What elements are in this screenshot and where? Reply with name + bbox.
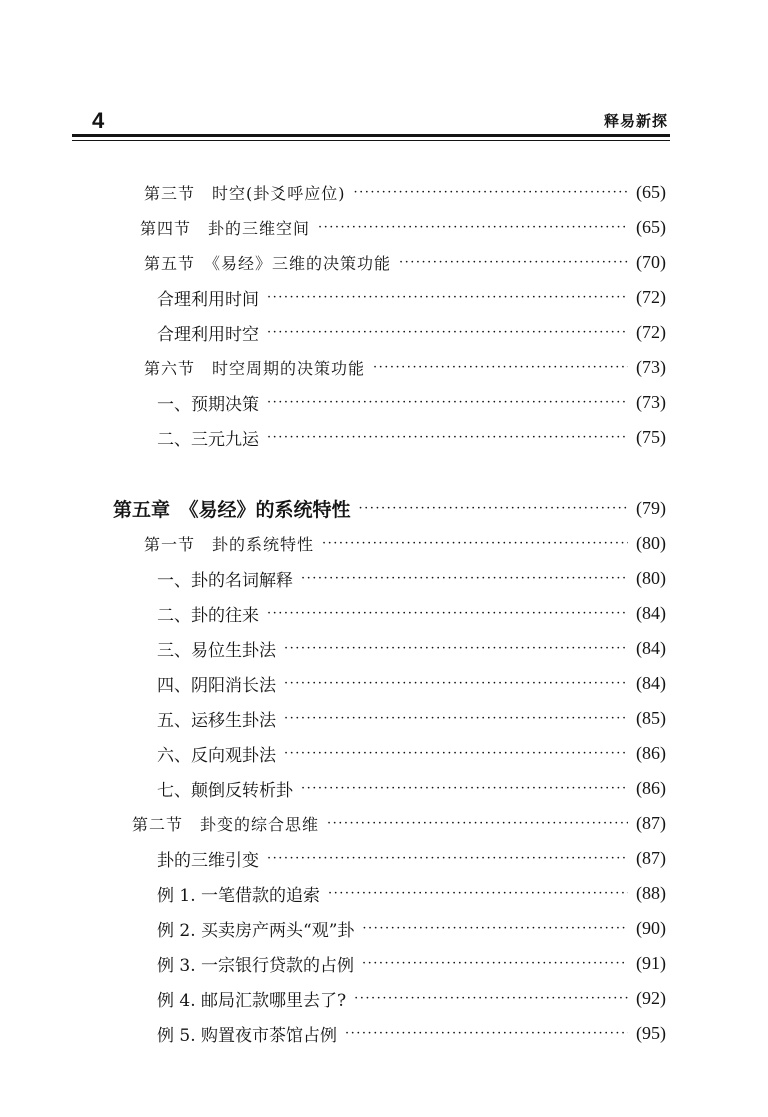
- leader-dots: [267, 430, 628, 445]
- toc-entry-label: 例 3. 一宗银行贷款的占例: [157, 955, 355, 976]
- toc-entry-label: 四、阴阳消长法: [157, 675, 276, 696]
- toc-entry-page: (84): [636, 672, 666, 693]
- toc-entry-label: 例 4. 邮局汇款哪里去了?: [157, 990, 347, 1011]
- leader-dots: [267, 851, 628, 866]
- leader-dots: [267, 606, 628, 621]
- leader-dots: [399, 255, 628, 270]
- toc-entry-label: 第五章 《易经》的系统特性: [113, 498, 351, 521]
- toc-entry-page: (84): [636, 637, 666, 658]
- toc-entry-label: 第五节 《易经》三维的决策功能: [144, 253, 392, 273]
- leader-dots: [318, 220, 628, 235]
- page-number: 4: [92, 108, 105, 133]
- toc-entry-label: 三、易位生卦法: [157, 640, 276, 661]
- toc-entry[interactable]: [144, 177, 666, 207]
- toc-entry-label: 例 1. 一笔借款的追索: [157, 885, 321, 906]
- toc-entry-page: (85): [636, 707, 666, 728]
- toc-entry-label: 合理利用时间: [157, 289, 259, 310]
- toc-entry-page: (90): [636, 917, 666, 938]
- toc-entry-label: 第一节 卦的系统特性: [144, 534, 315, 554]
- toc-entry[interactable]: [157, 878, 666, 908]
- leader-dots: [267, 395, 628, 410]
- toc-entry[interactable]: [157, 282, 666, 312]
- toc-entry-page: (91): [636, 952, 666, 973]
- toc-entry-label: 合理利用时空: [157, 324, 259, 345]
- leader-dots: [327, 816, 628, 831]
- toc-entry-label: 二、三元九运: [157, 429, 259, 450]
- leader-dots: [373, 360, 628, 375]
- toc-entry[interactable]: [144, 528, 666, 558]
- toc-entry-label: 例 2. 买卖房产两头“观”卦: [157, 920, 355, 941]
- leader-dots: [345, 1026, 628, 1041]
- toc-chapter-entry[interactable]: [113, 493, 666, 523]
- toc-entry-label: 五、运移生卦法: [157, 710, 276, 731]
- leader-dots: [328, 886, 628, 901]
- leader-dots: [284, 641, 628, 656]
- toc-entry-label: 第六节 时空周期的决策功能: [144, 358, 366, 378]
- toc-entry[interactable]: [157, 738, 666, 768]
- toc-entry-page: (92): [636, 987, 666, 1008]
- toc-entry[interactable]: [157, 843, 666, 873]
- toc-entry[interactable]: [157, 948, 666, 978]
- toc-entry-page: (72): [636, 321, 666, 342]
- toc-entry-page: (88): [636, 882, 666, 903]
- toc-entry[interactable]: [157, 913, 666, 943]
- toc-entry-page: (79): [636, 497, 666, 518]
- toc-entry[interactable]: [157, 668, 666, 698]
- leader-dots: [267, 325, 628, 340]
- leader-dots: [301, 781, 628, 796]
- toc-entry-label: 第三节 时空(卦爻呼应位): [144, 183, 346, 203]
- toc-entry-page: (86): [636, 742, 666, 763]
- toc-entry-page: (65): [636, 181, 666, 202]
- toc-entry-label: 第四节 卦的三维空间: [140, 218, 311, 238]
- toc-entry-page: (75): [636, 426, 666, 447]
- toc-entry-page: (73): [636, 391, 666, 412]
- toc-entry-page: (70): [636, 251, 666, 272]
- toc-entry-page: (72): [636, 286, 666, 307]
- toc-entry[interactable]: [144, 247, 666, 277]
- leader-dots: [301, 571, 628, 586]
- toc-entry[interactable]: [157, 317, 666, 347]
- toc-entry-page: (84): [636, 602, 666, 623]
- toc-entry[interactable]: [140, 212, 666, 242]
- toc-entry-page: (95): [636, 1022, 666, 1043]
- toc-entry-label: 六、反向观卦法: [157, 745, 276, 766]
- running-head: 释易新探: [603, 112, 668, 130]
- toc-entry-page: (80): [636, 567, 666, 588]
- toc-entry-page: (73): [636, 356, 666, 377]
- toc-entry[interactable]: [132, 808, 666, 838]
- toc-entry-label: 一、预期决策: [157, 394, 259, 415]
- toc-entry-page: (87): [636, 847, 666, 868]
- toc-entry-label: 卦的三维引变: [157, 850, 259, 871]
- toc-entry[interactable]: [157, 598, 666, 628]
- toc-entry-label: 七、颠倒反转析卦: [157, 780, 293, 801]
- leader-dots: [284, 676, 628, 691]
- toc-entry[interactable]: [157, 1018, 666, 1048]
- toc-entry[interactable]: [144, 352, 666, 382]
- toc-entry[interactable]: [157, 773, 666, 803]
- toc-entry[interactable]: [157, 983, 666, 1013]
- leader-dots: [362, 921, 628, 936]
- toc-entry-page: (86): [636, 777, 666, 798]
- leader-dots: [267, 290, 628, 305]
- leader-dots: [359, 501, 628, 516]
- toc-entry-label: 例 5. 购置夜市茶馆占例: [157, 1025, 338, 1046]
- toc-entry-label: 二、卦的往来: [157, 605, 259, 626]
- leader-dots: [284, 711, 628, 726]
- leader-dots: [354, 991, 628, 1006]
- leader-dots: [362, 956, 628, 971]
- toc-entry[interactable]: [157, 387, 666, 417]
- toc-entry-page: (65): [636, 216, 666, 237]
- leader-dots: [354, 185, 629, 200]
- leader-dots: [284, 746, 628, 761]
- toc-entry-label: 一、卦的名词解释: [157, 570, 293, 591]
- toc-entry-label: 第二节 卦变的综合思维: [132, 814, 320, 834]
- toc-entry-page: (80): [636, 532, 666, 553]
- toc-entry[interactable]: [157, 633, 666, 663]
- toc-entry-page: (87): [636, 812, 666, 833]
- toc-entry[interactable]: [157, 422, 666, 452]
- leader-dots: [322, 536, 628, 551]
- toc-entry[interactable]: [157, 703, 666, 733]
- toc-entry[interactable]: [157, 563, 666, 593]
